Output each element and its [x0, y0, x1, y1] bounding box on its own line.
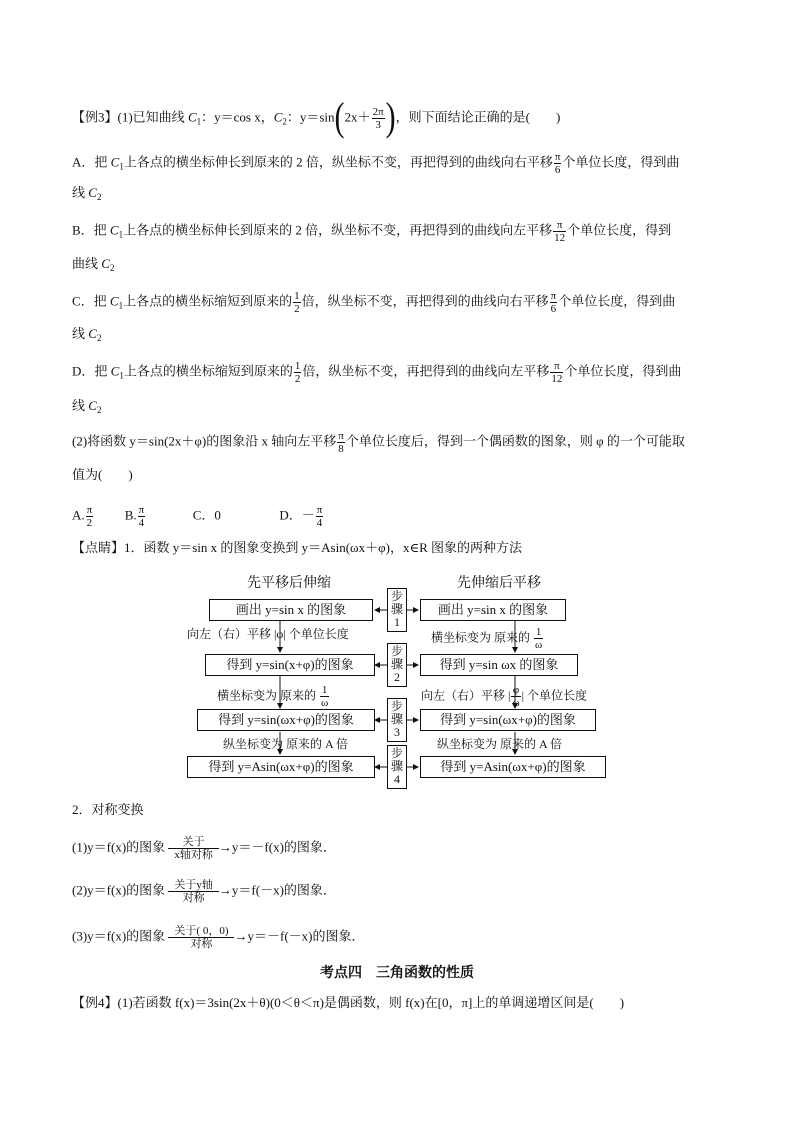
left-box-1: 画出 y=sin x 的图象: [209, 599, 373, 621]
transform-diagram: [185, 566, 615, 786]
option-c-line2: 线 $C_2$: [72, 326, 102, 343]
right-box-1: 画出 y=sin x 的图象: [420, 599, 566, 621]
symmetry-line-3: (3)y＝f(x)的图象 关于( 0，0) 对称 →y＝－f(－x)的图象．: [72, 925, 365, 950]
option-b-line1: B．把 $C_1$上各点的横坐标伸长到原来的 2 倍，纵坐标不变，再把得到的曲线向左平移 $\frac{\pi}{12}$ 个单位长度，得到: [72, 219, 672, 244]
step-1: 步 骤 1: [387, 588, 407, 632]
right-label-3: 纵坐标变为 原来的 A 倍: [437, 737, 563, 751]
left-label-1: 向左（右）平移 |φ| 个单位长度: [187, 627, 349, 641]
ex3-question-2-line1: (2)将函数 y＝sin(2x＋φ)的图象沿 x 轴向左平移 $\frac{\pi}{8}$ 个单位长度后，得到一个偶函数的图象，则 φ 的一个可能取: [72, 430, 685, 455]
left-box-3: 得到 y=sin(ωx+φ)的图象: [197, 709, 375, 731]
tip-heading: 【点睛】1．函数 y＝sin x 的图象变换到 y＝Asin(ωx＋φ)，x∈R 图象的两种方法: [72, 540, 522, 555]
section-4-title: 考点四 三角函数的性质: [320, 966, 474, 981]
left-header: 先平移后伸缩: [247, 576, 331, 591]
option-a-line2: 线 $C_2$: [72, 185, 102, 202]
right-box-2: 得到 y=sin ωx 的图象: [420, 654, 578, 676]
option-d-line1: D．把 $C_1$上各点的横坐标缩短到原来的 $\frac{1}{2}$ 倍，纵坐标不变，再把得到的曲线向左平移 $\frac{\pi}{12}$ 个单位长度，得到曲: [72, 360, 682, 385]
right-box-4: 得到 y=Asin(ωx+φ)的图象: [420, 756, 606, 778]
option-b-line2: 曲线 $C_2$: [72, 256, 115, 273]
ex3-q2-options: A. $\frac{\pi}{2}$ B. $\frac{\pi}{4}$ C．0 D．－ $\frac{\pi}{4}$: [72, 504, 323, 529]
ex4-question-1: 【例4】(1)若函数 f(x)＝3sin(2x＋θ)(0＜θ＜π)是偶函数，则 f(x)在[0，π]上的单调递增区间是( ): [72, 995, 625, 1010]
right-header: 先伸缩后平移: [457, 576, 541, 591]
option-a-line1: A．把 $C_1$上各点的横坐标伸长到原来的 2 倍，纵坐标不变，再把得到的曲线向右平移 $\frac{\pi}{6}$ 个单位长度，得到曲: [72, 151, 680, 176]
step-4: 步 骤 4: [387, 745, 407, 789]
step-2: 步 骤 2: [387, 643, 407, 687]
option-c-line1: C．把 $C_1$上各点的横坐标缩短到原来的 $\frac{1}{2}$ 倍，纵坐标不变，再把得到的曲线向右平移 $\frac{\pi}{6}$ 个单位长度，得到曲: [72, 290, 676, 315]
left-label-3: 纵坐标变为 原来的 A 倍: [223, 737, 349, 751]
right-label-2: 向左（右）平移 | $\frac{\varphi}{\omega}$ | 个单位长度: [421, 684, 588, 709]
symmetry-title: 2．对称变换: [72, 802, 144, 817]
left-box-2: 得到 y=sin(x+φ)的图象: [205, 654, 375, 676]
option-d-line2: 线 $C_2$: [72, 398, 102, 415]
left-box-4: 得到 y=Asin(ωx+φ)的图象: [187, 756, 375, 778]
step-3: 步 骤 3: [387, 698, 407, 742]
left-label-2: 横坐标变为 原来的 $\frac{1}{\omega}$: [217, 684, 329, 709]
symmetry-line-1: (1)y＝f(x)的图象 关于 x轴对称 →y＝－f(x)的图象．: [72, 836, 336, 861]
symmetry-line-2: (2)y＝f(x)的图象 关于y轴 对称 →y＝f(－x)的图象．: [72, 879, 336, 904]
right-label-1: 横坐标变为 原来的 $\frac{1}{\omega}$: [431, 626, 543, 651]
ex3-question-1: 【例3】(1)已知曲线 $C_1$：y＝cos x，$C_2$：y＝sin(2x＋ $\frac{2\pi}{3}$ )，则下面结论正确的是( ): [72, 95, 561, 141]
ex3-question-2-line2: 值为( ): [72, 467, 133, 482]
right-box-3: 得到 y=sin(ωx+φ)的图象: [420, 709, 596, 731]
